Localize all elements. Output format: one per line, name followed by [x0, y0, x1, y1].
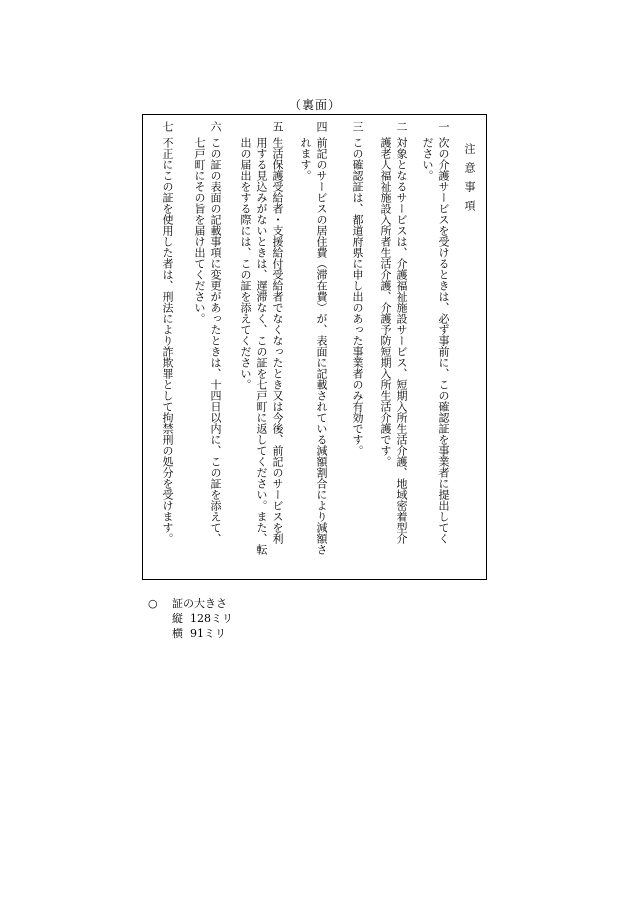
width-label: 横 — [172, 627, 183, 640]
notice-item-number: 六 — [209, 121, 222, 132]
notice-item-line: 不正にこの証を使用した者は、刑法により詐欺罪として拘禁刑の処分を受けます。 — [161, 137, 174, 544]
size-note — [148, 596, 233, 641]
notice-item-line: 前記のサービスの居住費（滞在費）が、表面に記載されている減額割合により減額さ — [315, 137, 328, 555]
notice-item-line: 七戸町にその旨を届け出てください。 — [193, 137, 206, 324]
notice-item-line: この確認証は、都道府県に申し出のあった事業者のみ有効です。 — [351, 137, 364, 456]
notice-item-line: れます。 — [299, 137, 312, 181]
notice-title: 注意事項 — [463, 143, 476, 219]
notice-item-number: 七 — [161, 121, 174, 132]
height-value: 128ミリ — [190, 612, 233, 625]
circle-mark-icon: ○ — [148, 597, 158, 610]
notice-item-number: 五 — [271, 121, 284, 132]
notice-item-line: ださい。 — [421, 137, 434, 181]
notice-item-line: 生活保護受給者・支援給付受給者でなくなったとき又は今後、前記のサービスを利 — [271, 137, 284, 544]
notice-item-line: 対象となるサービスは、介護福祉施設サービス、短期入所生活介護、地域密着型介 — [395, 137, 408, 544]
notice-item-number: 一 — [437, 121, 450, 132]
notice-item-number: 三 — [351, 121, 364, 132]
height-label: 縦 — [172, 612, 183, 625]
notice-item-number: 四 — [315, 121, 328, 132]
width-value: 91ミリ — [190, 627, 226, 640]
page-label: （裏面） — [288, 98, 341, 112]
notice-box — [142, 114, 487, 580]
notice-item-number: 二 — [395, 121, 408, 132]
notice-item-line: 護老人福祉施設入所者生活介護、介護予防短期入所生活介護です。 — [379, 137, 392, 467]
notice-item-line: 次の介護サービスを受けるときは、必ず事前に、この確認証を事業者に提出してく — [437, 137, 450, 544]
size-heading: 証の大きさ — [172, 597, 227, 610]
notice-item-line: 用する見込みがないときは、遅滞なく、この証を七戸町に返してください。また、転 — [255, 137, 268, 555]
notice-item-line: 出の届出をする際には、この証を添えてください。 — [239, 137, 252, 390]
notice-item-line: この証の表面の記載事項に変更があったときは、十四日以内に、この証を添えて、 — [209, 137, 222, 544]
